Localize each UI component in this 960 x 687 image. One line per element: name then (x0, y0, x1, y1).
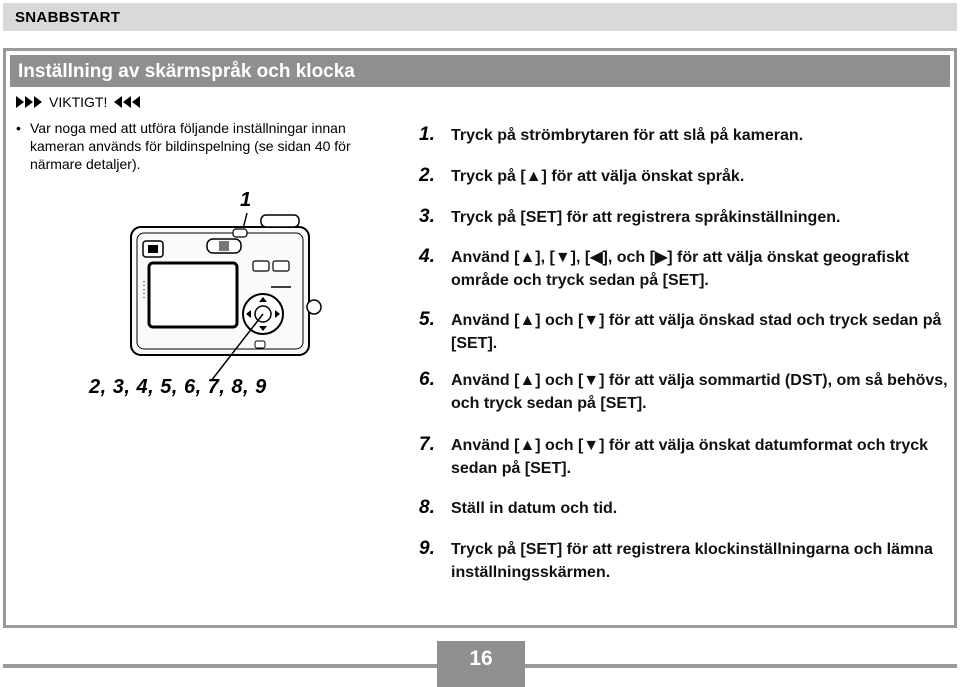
page-number: 16 (469, 647, 493, 670)
step-item (419, 309, 954, 355)
step-number: 2. (419, 165, 435, 186)
note-item (16, 119, 401, 173)
important-label: VIKTIGT! (49, 94, 108, 110)
page-number-box (437, 641, 525, 687)
step-number: 9. (419, 538, 435, 559)
step-text: Använd [▲] och [▼] för att välja sommartid (DST), om så behövs, och tryck sedan på [SET]. (451, 372, 948, 412)
bullet-icon: • (16, 120, 21, 136)
step-number: 6. (419, 369, 435, 390)
step-item (419, 246, 954, 292)
important-left-arrows-icon (16, 95, 44, 109)
step-text: Använd [▲], [▼], [◀], och [▶] för att välja önskat geografiskt område och tryck sedan på [SET]. (451, 249, 910, 289)
step-text: Ställ in datum och tid. (451, 500, 618, 517)
step-number: 8. (419, 497, 435, 518)
figure-label-steps: 2, 3, 4, 5, 6, 7, 8, 9 (89, 376, 267, 398)
step-text: Använd [▲] och [▼] för att välja önskat datumformat och tryck sedan på [SET]. (451, 437, 929, 477)
camera-illustration (121, 191, 331, 396)
step-number: 3. (419, 206, 435, 227)
step-number: 5. (419, 309, 435, 330)
note-text: Var noga med att utföra följande inställningar innan kameran används för bildinspelning (se sidan 40 för närmare detaljer). (30, 120, 351, 172)
figure-label-power: 1 (240, 189, 252, 211)
section-header-bar (3, 3, 957, 31)
step-item (419, 434, 954, 480)
step-text: Tryck på strömbrytaren för att slå på kameran. (451, 127, 804, 144)
content-frame (3, 48, 957, 628)
title-bar (10, 55, 950, 87)
step-item (419, 124, 954, 147)
page-title: Inställning av skärmspråk och klocka (18, 61, 355, 82)
important-heading (16, 94, 140, 110)
step-number: 4. (419, 246, 435, 267)
step-number: 1. (419, 124, 435, 145)
step-text: Använd [▲] och [▼] för att välja önskad stad och tryck sedan på [SET]. (451, 312, 942, 352)
section-header-label: SNABBSTART (15, 9, 121, 26)
step-text: Tryck på [SET] för att registrera klockinställningarna och lämna inställningsskärmen. (451, 541, 933, 581)
step-number: 7. (419, 434, 435, 455)
step-item (419, 206, 954, 229)
step-text: Tryck på [SET] för att registrera språkinställningen. (451, 209, 841, 226)
step-item (419, 538, 954, 584)
step-item (419, 165, 954, 188)
step-item (419, 497, 954, 520)
important-right-arrows-icon (112, 95, 140, 109)
step-item (419, 369, 954, 415)
step-text: Tryck på [▲] för att välja önskat språk. (451, 168, 745, 185)
